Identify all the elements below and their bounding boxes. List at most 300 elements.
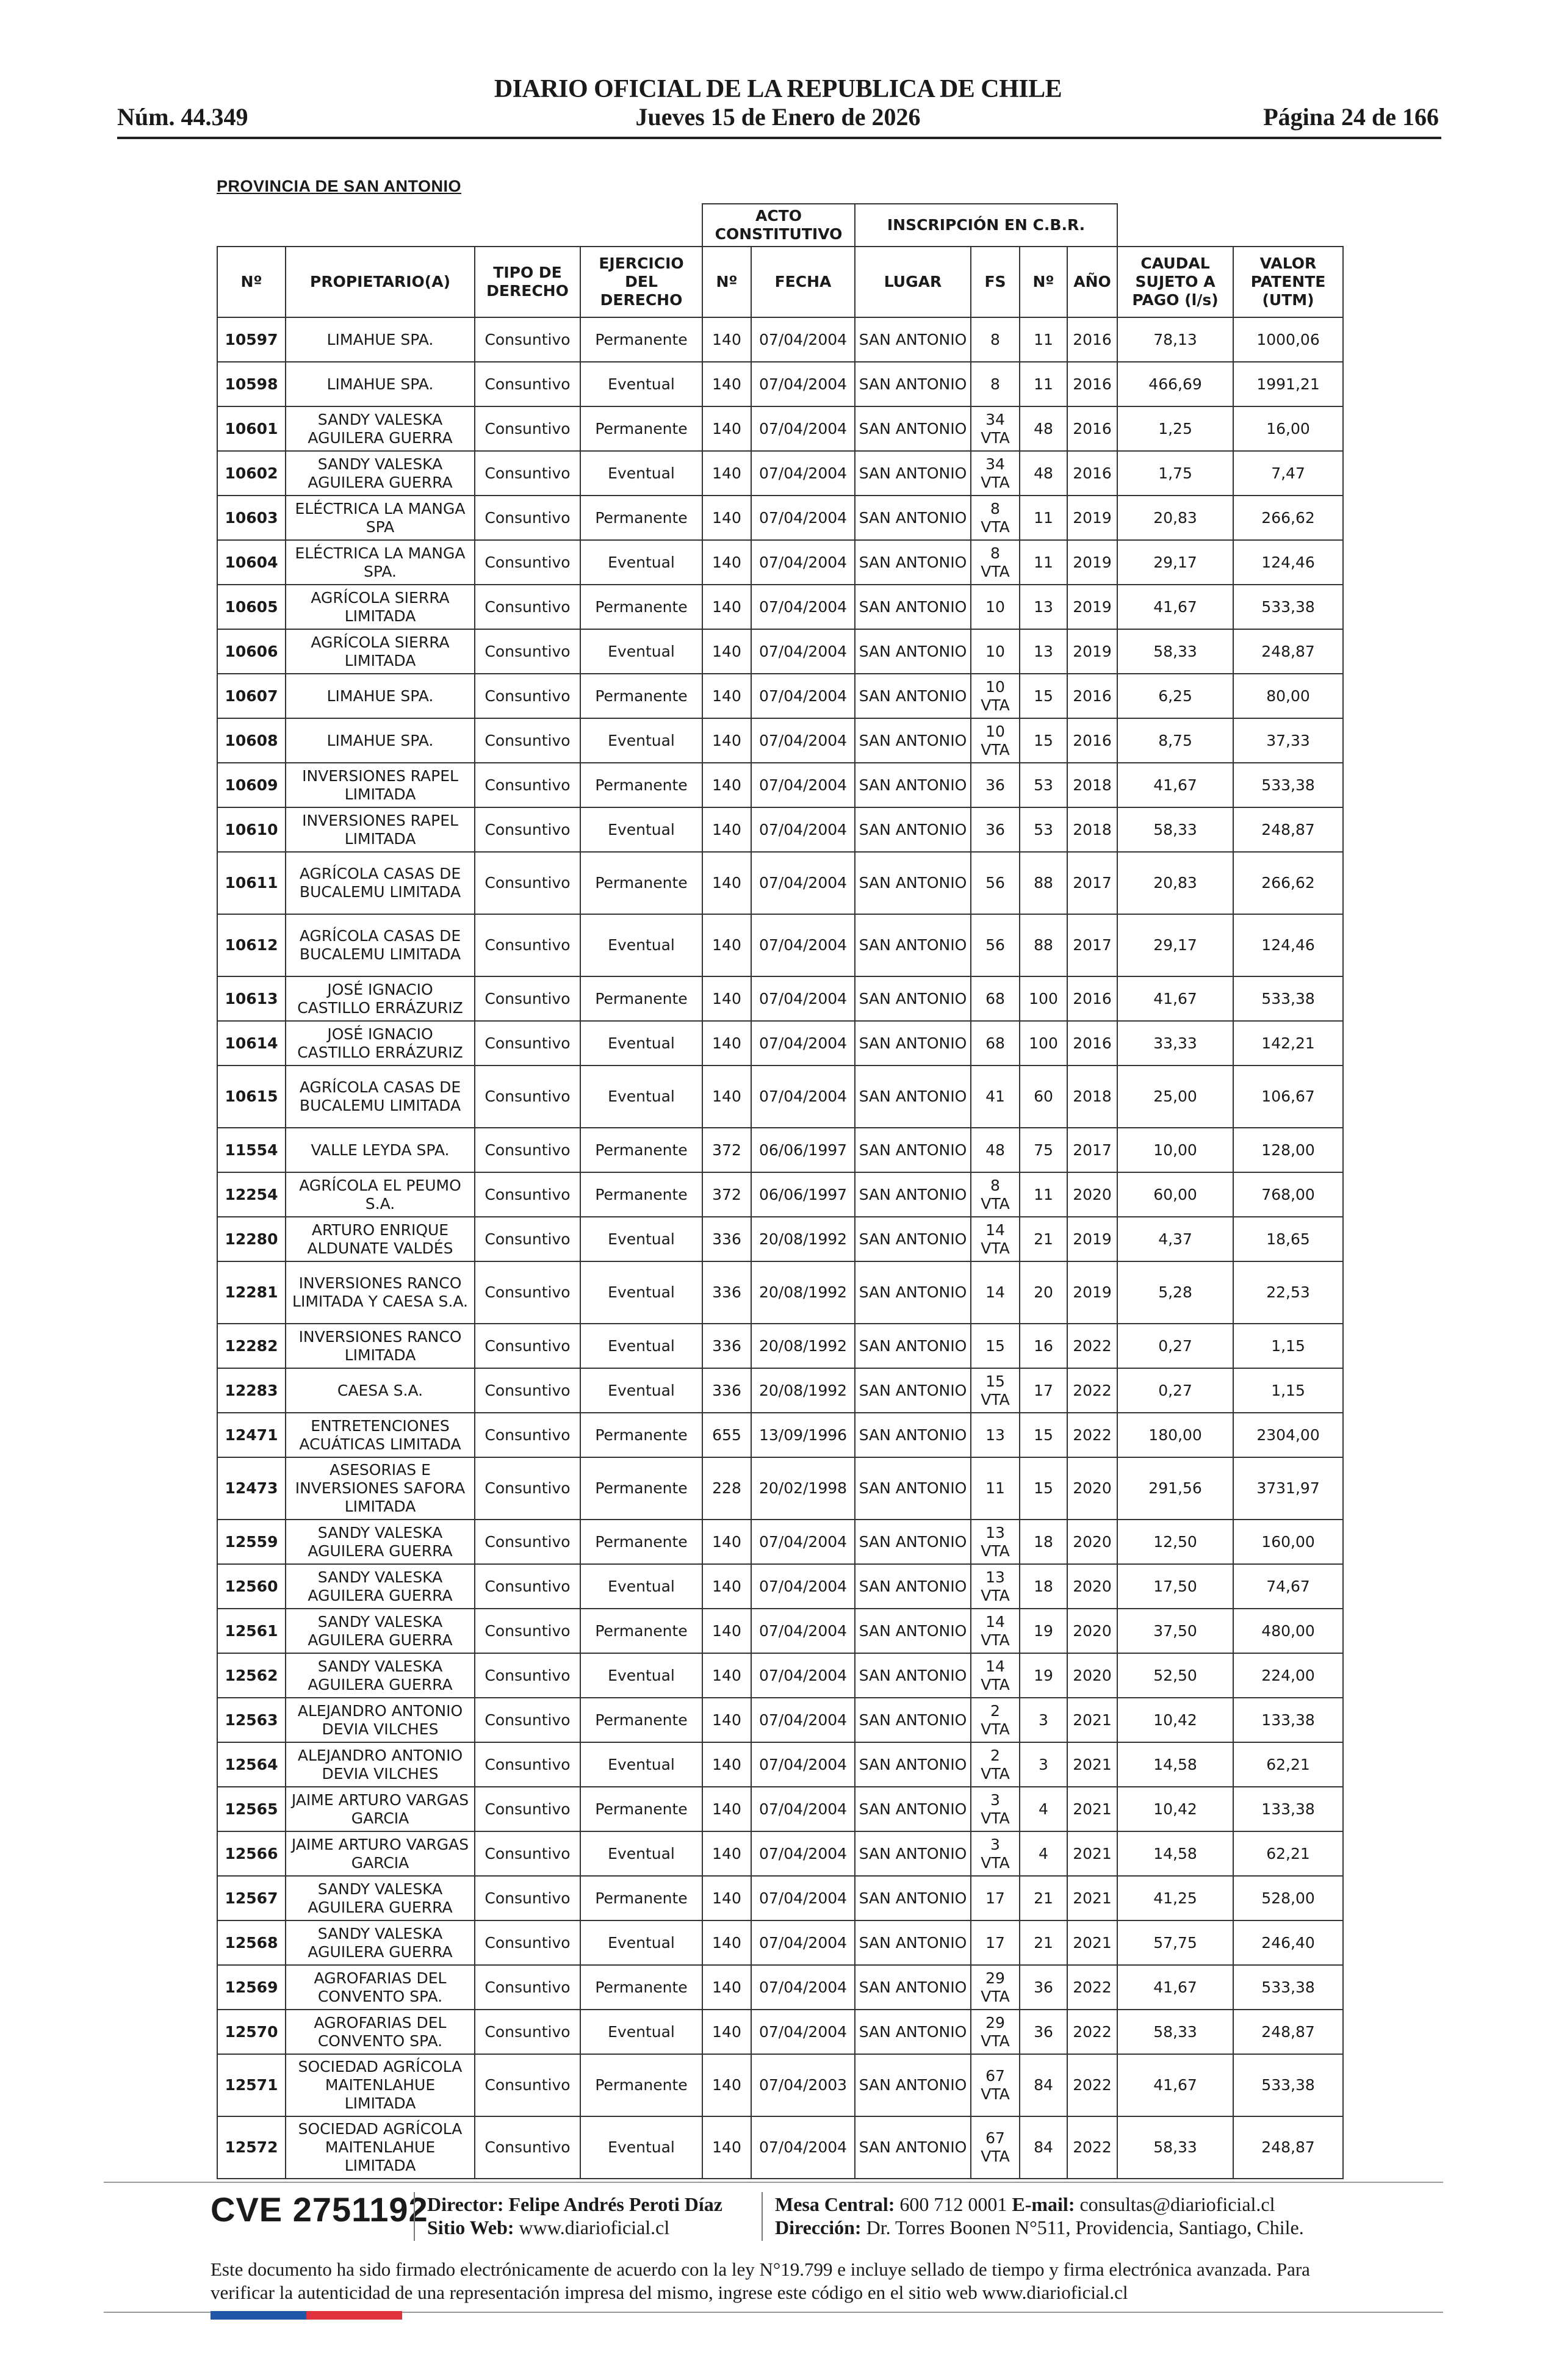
- table-row: [217, 1698, 1343, 1742]
- cbr-year: 2016: [1067, 451, 1117, 496]
- acto-number: 140: [702, 362, 751, 406]
- page-number: Página 24 de 166: [1263, 103, 1439, 131]
- cbr-number: 16: [1020, 1324, 1067, 1368]
- patent-value: 62,21: [1233, 1831, 1343, 1876]
- col-header: FECHA: [751, 247, 855, 317]
- right-type: Consuntivo: [475, 317, 580, 362]
- cbr-year: 2019: [1067, 1217, 1117, 1261]
- cbr-fs: 17: [971, 1876, 1020, 1920]
- patent-value: 16,00: [1233, 406, 1343, 451]
- owner-name: LIMAHUE SPA.: [286, 317, 475, 362]
- table-row: [217, 763, 1343, 807]
- cbr-number: 4: [1020, 1831, 1067, 1876]
- owner-name: JAIME ARTURO VARGAS GARCIA: [286, 1831, 475, 1876]
- row-number: 12572: [217, 2116, 286, 2179]
- table-row: [217, 406, 1343, 451]
- acto-date: 20/08/1992: [751, 1217, 855, 1261]
- flow-rate: 58,33: [1117, 629, 1233, 674]
- table-row: [217, 976, 1343, 1021]
- flow-rate: 14,58: [1117, 1742, 1233, 1787]
- table-row: [217, 1457, 1343, 1520]
- acto-date: 07/04/2004: [751, 451, 855, 496]
- cbr-fs: 14 VTA: [971, 1653, 1020, 1698]
- cbr-fs: 10: [971, 629, 1020, 674]
- cbr-number: 84: [1020, 2054, 1067, 2116]
- table-row: [217, 1128, 1343, 1172]
- right-exercise: Permanente: [580, 1965, 702, 2010]
- flow-rate: 20,83: [1117, 496, 1233, 540]
- acto-date: 07/04/2004: [751, 1653, 855, 1698]
- cbr-place: SAN ANTONIO: [855, 1876, 971, 1920]
- right-type: Consuntivo: [475, 585, 580, 629]
- row-number: 10611: [217, 852, 286, 914]
- col-header: Nº: [1020, 247, 1067, 317]
- owner-name: SOCIEDAD AGRÍCOLA MAITENLAHUE LIMITADA: [286, 2054, 475, 2116]
- acto-date: 07/04/2004: [751, 1876, 855, 1920]
- newspaper-title: DIARIO OFICIAL DE LA REPUBLICA DE CHILE: [494, 75, 1062, 103]
- cbr-place: SAN ANTONIO: [855, 1609, 971, 1653]
- right-type: Consuntivo: [475, 1368, 580, 1413]
- right-type: Consuntivo: [475, 763, 580, 807]
- cbr-year: 2021: [1067, 1920, 1117, 1965]
- table-row: [217, 1021, 1343, 1066]
- acto-date: 06/06/1997: [751, 1172, 855, 1217]
- row-number: 10606: [217, 629, 286, 674]
- table-row: [217, 718, 1343, 763]
- issue-number: Núm. 44.349: [117, 103, 248, 131]
- cbr-number: 48: [1020, 451, 1067, 496]
- cbr-year: 2022: [1067, 2010, 1117, 2054]
- flow-rate: 60,00: [1117, 1172, 1233, 1217]
- cbr-place: SAN ANTONIO: [855, 2116, 971, 2179]
- row-number: 12563: [217, 1698, 286, 1742]
- cbr-number: 3: [1020, 1698, 1067, 1742]
- cbr-place: SAN ANTONIO: [855, 1066, 971, 1128]
- acto-date: 07/04/2004: [751, 585, 855, 629]
- flow-rate: 20,83: [1117, 852, 1233, 914]
- cbr-fs: 8 VTA: [971, 540, 1020, 585]
- acto-constitutivo-header: ACTO CONSTITUTIVO: [702, 204, 855, 247]
- right-exercise: Eventual: [580, 1261, 702, 1324]
- cbr-number: 13: [1020, 585, 1067, 629]
- cbr-year: 2019: [1067, 540, 1117, 585]
- row-number: 12473: [217, 1457, 286, 1520]
- flow-rate: 4,37: [1117, 1217, 1233, 1261]
- right-type: Consuntivo: [475, 1698, 580, 1742]
- row-number: 10609: [217, 763, 286, 807]
- flag-bar-red: [306, 2311, 402, 2320]
- acto-number: 140: [702, 852, 751, 914]
- cbr-place: SAN ANTONIO: [855, 852, 971, 914]
- acto-date: 07/04/2003: [751, 2054, 855, 2116]
- patent-value: 106,67: [1233, 1066, 1343, 1128]
- cbr-fs: 15: [971, 1324, 1020, 1368]
- patent-value: 248,87: [1233, 2010, 1343, 2054]
- cbr-place: SAN ANTONIO: [855, 1653, 971, 1698]
- acto-number: 336: [702, 1217, 751, 1261]
- col-header: LUGAR: [855, 247, 971, 317]
- acto-date: 20/02/1998: [751, 1457, 855, 1520]
- acto-number: 140: [702, 451, 751, 496]
- col-header: AÑO: [1067, 247, 1117, 317]
- acto-date: 07/04/2004: [751, 807, 855, 852]
- acto-number: 336: [702, 1261, 751, 1324]
- owner-name: SANDY VALESKA AGUILERA GUERRA: [286, 1520, 475, 1564]
- cbr-place: SAN ANTONIO: [855, 585, 971, 629]
- cbr-fs: 8: [971, 362, 1020, 406]
- cbr-number: 15: [1020, 674, 1067, 718]
- flow-rate: 10,42: [1117, 1698, 1233, 1742]
- right-exercise: Permanente: [580, 406, 702, 451]
- col-header: TIPO DE DERECHO: [475, 247, 580, 317]
- patent-value: 533,38: [1233, 976, 1343, 1021]
- cbr-place: SAN ANTONIO: [855, 496, 971, 540]
- section-title: PROVINCIA DE SAN ANTONIO: [217, 177, 462, 195]
- table-row: [217, 1217, 1343, 1261]
- flow-rate: 10,00: [1117, 1128, 1233, 1172]
- right-type: Consuntivo: [475, 362, 580, 406]
- acto-number: 140: [702, 629, 751, 674]
- table-row: [217, 1787, 1343, 1831]
- cbr-fs: 34 VTA: [971, 451, 1020, 496]
- cbr-year: 2020: [1067, 1653, 1117, 1698]
- right-exercise: Permanente: [580, 852, 702, 914]
- cbr-number: 18: [1020, 1564, 1067, 1609]
- row-number: 12281: [217, 1261, 286, 1324]
- cbr-fs: 10 VTA: [971, 674, 1020, 718]
- right-type: Consuntivo: [475, 406, 580, 451]
- acto-date: 07/04/2004: [751, 1564, 855, 1609]
- cbr-place: SAN ANTONIO: [855, 1787, 971, 1831]
- row-number: 12282: [217, 1324, 286, 1368]
- row-number: 12283: [217, 1368, 286, 1413]
- cbr-fs: 36: [971, 807, 1020, 852]
- table-row: [217, 1653, 1343, 1698]
- right-type: Consuntivo: [475, 1457, 580, 1520]
- row-number: 12569: [217, 1965, 286, 2010]
- cbr-number: 20: [1020, 1261, 1067, 1324]
- flow-rate: 52,50: [1117, 1653, 1233, 1698]
- cbr-number: 11: [1020, 317, 1067, 362]
- cbr-place: SAN ANTONIO: [855, 1413, 971, 1457]
- cbr-year: 2018: [1067, 763, 1117, 807]
- flow-rate: 14,58: [1117, 1831, 1233, 1876]
- acto-number: 140: [702, 1520, 751, 1564]
- table-row: [217, 362, 1343, 406]
- owner-name: LIMAHUE SPA.: [286, 362, 475, 406]
- right-exercise: Permanente: [580, 1876, 702, 1920]
- cbr-number: 11: [1020, 496, 1067, 540]
- acto-date: 07/04/2004: [751, 1021, 855, 1066]
- flow-rate: 25,00: [1117, 1066, 1233, 1128]
- right-exercise: Eventual: [580, 1368, 702, 1413]
- right-type: Consuntivo: [475, 1876, 580, 1920]
- row-number: 12570: [217, 2010, 286, 2054]
- cbr-fs: 36: [971, 763, 1020, 807]
- flow-rate: 1,75: [1117, 451, 1233, 496]
- owner-name: ELÉCTRICA LA MANGA SPA.: [286, 540, 475, 585]
- row-number: 12471: [217, 1413, 286, 1457]
- row-number: 12559: [217, 1520, 286, 1564]
- owner-name: AGRÍCOLA CASAS DE BUCALEMU LIMITADA: [286, 914, 475, 976]
- patent-value: 528,00: [1233, 1876, 1343, 1920]
- acto-number: 140: [702, 718, 751, 763]
- owner-name: SANDY VALESKA AGUILERA GUERRA: [286, 406, 475, 451]
- right-type: Consuntivo: [475, 718, 580, 763]
- patent-value: 533,38: [1233, 585, 1343, 629]
- patent-value: 3731,97: [1233, 1457, 1343, 1520]
- right-exercise: Permanente: [580, 1787, 702, 1831]
- acto-date: 07/04/2004: [751, 406, 855, 451]
- row-number: 10610: [217, 807, 286, 852]
- row-number: 10607: [217, 674, 286, 718]
- cbr-number: 3: [1020, 1742, 1067, 1787]
- cbr-year: 2020: [1067, 1172, 1117, 1217]
- table-row: [217, 1413, 1343, 1457]
- acto-number: 372: [702, 1128, 751, 1172]
- row-number: 10614: [217, 1021, 286, 1066]
- right-type: Consuntivo: [475, 807, 580, 852]
- cbr-year: 2017: [1067, 852, 1117, 914]
- cbr-place: SAN ANTONIO: [855, 1457, 971, 1520]
- cbr-place: SAN ANTONIO: [855, 1217, 971, 1261]
- row-number: 12561: [217, 1609, 286, 1653]
- issue-date: Jueves 15 de Enero de 2026: [635, 103, 921, 131]
- cbr-year: 2020: [1067, 1609, 1117, 1653]
- owner-name: AGROFARIAS DEL CONVENTO SPA.: [286, 1965, 475, 2010]
- cbr-number: 75: [1020, 1128, 1067, 1172]
- patent-value: 1991,21: [1233, 362, 1343, 406]
- director-label: Director:: [427, 2193, 504, 2215]
- cbr-place: SAN ANTONIO: [855, 629, 971, 674]
- right-type: Consuntivo: [475, 1128, 580, 1172]
- right-exercise: Permanente: [580, 763, 702, 807]
- flow-rate: 291,56: [1117, 1457, 1233, 1520]
- table-row: [217, 1520, 1343, 1564]
- cbr-fs: 68: [971, 1021, 1020, 1066]
- cbr-number: 19: [1020, 1609, 1067, 1653]
- col-header: Nº: [217, 247, 286, 317]
- patent-value: 533,38: [1233, 1965, 1343, 2010]
- acto-date: 07/04/2004: [751, 2010, 855, 2054]
- patent-value: 224,00: [1233, 1653, 1343, 1698]
- row-number: 10605: [217, 585, 286, 629]
- right-exercise: Permanente: [580, 317, 702, 362]
- right-type: Consuntivo: [475, 1520, 580, 1564]
- row-number: 12565: [217, 1787, 286, 1831]
- right-exercise: Eventual: [580, 914, 702, 976]
- acto-number: 336: [702, 1324, 751, 1368]
- group-header-row: [217, 204, 1343, 247]
- right-type: Consuntivo: [475, 2054, 580, 2116]
- cbr-fs: 48: [971, 1128, 1020, 1172]
- right-type: Consuntivo: [475, 1920, 580, 1965]
- cbr-year: 2021: [1067, 1698, 1117, 1742]
- direccion-label: Dirección:: [775, 2216, 862, 2238]
- contact-block: [775, 2193, 1304, 2239]
- cbr-place: SAN ANTONIO: [855, 976, 971, 1021]
- cbr-place: SAN ANTONIO: [855, 1742, 971, 1787]
- row-number: 10615: [217, 1066, 286, 1128]
- cbr-fs: 2 VTA: [971, 1742, 1020, 1787]
- right-exercise: Permanente: [580, 1457, 702, 1520]
- row-number: 12566: [217, 1831, 286, 1876]
- cbr-year: 2022: [1067, 2116, 1117, 2179]
- cbr-number: 17: [1020, 1368, 1067, 1413]
- cbr-place: SAN ANTONIO: [855, 1698, 971, 1742]
- table-row: [217, 1066, 1343, 1128]
- col-header: Nº: [702, 247, 751, 317]
- owner-name: INVERSIONES RAPEL LIMITADA: [286, 807, 475, 852]
- patent-value: 7,47: [1233, 451, 1343, 496]
- right-type: Consuntivo: [475, 1261, 580, 1324]
- cbr-number: 18: [1020, 1520, 1067, 1564]
- cbr-number: 15: [1020, 1413, 1067, 1457]
- table-row: [217, 674, 1343, 718]
- right-type: Consuntivo: [475, 496, 580, 540]
- web-link[interactable]: www.diarioficial.cl: [519, 2216, 670, 2238]
- right-exercise: Permanente: [580, 674, 702, 718]
- owner-name: LIMAHUE SPA.: [286, 718, 475, 763]
- cbr-fs: 13: [971, 1413, 1020, 1457]
- acto-date: 20/08/1992: [751, 1324, 855, 1368]
- owner-name: ENTRETENCIONES ACUÁTICAS LIMITADA: [286, 1413, 475, 1457]
- acto-number: 140: [702, 976, 751, 1021]
- col-header: VALOR PATENTE (UTM): [1233, 247, 1343, 317]
- cbr-number: 19: [1020, 1653, 1067, 1698]
- cbr-fs: 14: [971, 1261, 1020, 1324]
- row-number: 12562: [217, 1653, 286, 1698]
- owner-name: ARTURO ENRIQUE ALDUNATE VALDÉS: [286, 1217, 475, 1261]
- owner-name: SOCIEDAD AGRÍCOLA MAITENLAHUE LIMITADA: [286, 2116, 475, 2179]
- cbr-year: 2016: [1067, 976, 1117, 1021]
- acto-number: 140: [702, 1831, 751, 1876]
- cbr-year: 2020: [1067, 1564, 1117, 1609]
- flow-rate: 29,17: [1117, 914, 1233, 976]
- flow-rate: 12,50: [1117, 1520, 1233, 1564]
- cbr-number: 11: [1020, 540, 1067, 585]
- cbr-fs: 56: [971, 852, 1020, 914]
- right-exercise: Eventual: [580, 1066, 702, 1128]
- cbr-place: SAN ANTONIO: [855, 362, 971, 406]
- cbr-fs: 3 VTA: [971, 1831, 1020, 1876]
- flow-rate: 180,00: [1117, 1413, 1233, 1457]
- right-type: Consuntivo: [475, 1172, 580, 1217]
- inscripcion-cbr-header: INSCRIPCIÓN EN C.B.R.: [855, 204, 1117, 247]
- right-exercise: Eventual: [580, 1217, 702, 1261]
- acto-date: 20/08/1992: [751, 1261, 855, 1324]
- mesa-phone: 600 712 0001: [899, 2193, 1007, 2215]
- owner-name: AGROFARIAS DEL CONVENTO SPA.: [286, 2010, 475, 2054]
- right-exercise: Permanente: [580, 2054, 702, 2116]
- table-row: [217, 1368, 1343, 1413]
- cbr-fs: 10: [971, 585, 1020, 629]
- flow-rate: 41,67: [1117, 2054, 1233, 2116]
- right-type: Consuntivo: [475, 1021, 580, 1066]
- col-header: FS: [971, 247, 1020, 317]
- acto-number: 140: [702, 1653, 751, 1698]
- right-type: Consuntivo: [475, 1217, 580, 1261]
- cbr-number: 15: [1020, 718, 1067, 763]
- cbr-year: 2020: [1067, 1457, 1117, 1520]
- table-row: [217, 1564, 1343, 1609]
- cbr-year: 2018: [1067, 1066, 1117, 1128]
- patent-value: 142,21: [1233, 1021, 1343, 1066]
- flow-rate: 41,67: [1117, 585, 1233, 629]
- patent-value: 133,38: [1233, 1787, 1343, 1831]
- acto-date: 07/04/2004: [751, 317, 855, 362]
- acto-date: 07/04/2004: [751, 976, 855, 1021]
- patent-value: 248,87: [1233, 629, 1343, 674]
- patent-value: 248,87: [1233, 2116, 1343, 2179]
- right-type: Consuntivo: [475, 629, 580, 674]
- cbr-place: SAN ANTONIO: [855, 914, 971, 976]
- acto-date: 13/09/1996: [751, 1413, 855, 1457]
- table-row: [217, 1742, 1343, 1787]
- table-row: [217, 1324, 1343, 1368]
- cbr-place: SAN ANTONIO: [855, 451, 971, 496]
- table-row: [217, 540, 1343, 585]
- acto-date: 07/04/2004: [751, 914, 855, 976]
- flow-rate: 58,33: [1117, 807, 1233, 852]
- acto-number: 140: [702, 2054, 751, 2116]
- acto-date: 07/04/2004: [751, 1520, 855, 1564]
- cbr-year: 2017: [1067, 1128, 1117, 1172]
- right-type: Consuntivo: [475, 1787, 580, 1831]
- table-row: [217, 1876, 1343, 1920]
- col-header: EJERCICIO DEL DERECHO: [580, 247, 702, 317]
- legal-notice: Este documento ha sido firmado electrónicamente de acuerdo con la ley N°19.799 e incluye sellado de tiempo y firma electrónica avanzada. Para verificar la autenticidad de una representación impresa del mismo, ingrese este código en el sitio web www.diarioficial.cl: [211, 2259, 1310, 2303]
- patent-value: 160,00: [1233, 1520, 1343, 1564]
- owner-name: SANDY VALESKA AGUILERA GUERRA: [286, 1920, 475, 1965]
- table-row: [217, 1261, 1343, 1324]
- acto-number: 140: [702, 1920, 751, 1965]
- owner-name: ALEJANDRO ANTONIO DEVIA VILCHES: [286, 1698, 475, 1742]
- owner-name: AGRÍCOLA SIERRA LIMITADA: [286, 629, 475, 674]
- row-number: 10602: [217, 451, 286, 496]
- right-exercise: Eventual: [580, 1324, 702, 1368]
- acto-number: 140: [702, 1742, 751, 1787]
- table-row: [217, 2054, 1343, 2116]
- owner-name: INVERSIONES RAPEL LIMITADA: [286, 763, 475, 807]
- cbr-year: 2022: [1067, 1368, 1117, 1413]
- cbr-year: 2017: [1067, 914, 1117, 976]
- owner-name: AGRÍCOLA SIERRA LIMITADA: [286, 585, 475, 629]
- owner-name: JOSÉ IGNACIO CASTILLO ERRÁZURIZ: [286, 976, 475, 1021]
- acto-date: 07/04/2004: [751, 362, 855, 406]
- owner-name: INVERSIONES RANCO LIMITADA Y CAESA S.A.: [286, 1261, 475, 1324]
- right-type: Consuntivo: [475, 976, 580, 1021]
- table-row: [217, 496, 1343, 540]
- cbr-year: 2021: [1067, 1742, 1117, 1787]
- email-link[interactable]: consultas@diarioficial.cl: [1079, 2193, 1275, 2215]
- flow-rate: 37,50: [1117, 1609, 1233, 1653]
- row-number: 10603: [217, 496, 286, 540]
- table-row: [217, 1172, 1343, 1217]
- table-row: [217, 1965, 1343, 2010]
- owner-name: SANDY VALESKA AGUILERA GUERRA: [286, 1876, 475, 1920]
- header-spacer-right: [1117, 204, 1343, 247]
- flow-rate: 0,27: [1117, 1324, 1233, 1368]
- flow-rate: 6,25: [1117, 674, 1233, 718]
- row-number: 12560: [217, 1564, 286, 1609]
- cbr-fs: 2 VTA: [971, 1698, 1020, 1742]
- cbr-fs: 13 VTA: [971, 1564, 1020, 1609]
- cbr-place: SAN ANTONIO: [855, 317, 971, 362]
- right-exercise: Permanente: [580, 1520, 702, 1564]
- patent-value: 248,87: [1233, 807, 1343, 852]
- cbr-year: 2020: [1067, 1520, 1117, 1564]
